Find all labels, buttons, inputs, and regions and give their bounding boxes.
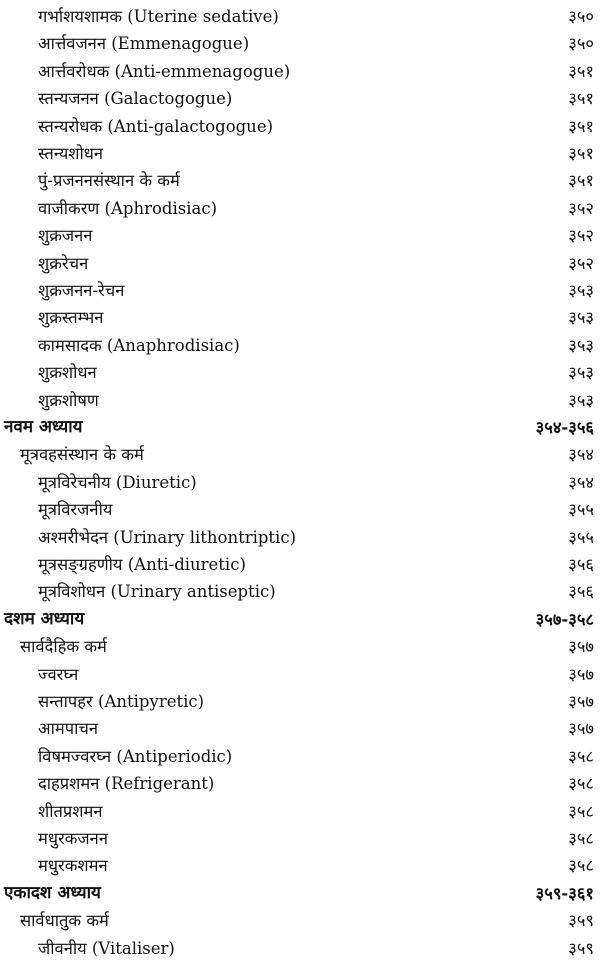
toc-entry-label: शीतप्रशमन <box>38 801 103 821</box>
toc-entry-row <box>0 277 600 304</box>
toc-entry-row <box>0 935 600 962</box>
toc-entry-page-number: ३५८ <box>568 856 594 876</box>
toc-entry-label: सार्वधातुक कर्म <box>20 911 109 931</box>
toc-entry-label: अश्मरीभेदन (Urinary lithontriptic) <box>38 527 297 547</box>
toc-entry-page-number: ३५१ <box>568 61 594 81</box>
toc-entry-page-number: ३५८ <box>568 829 594 848</box>
toc-entry-page-number: ३५६ <box>568 582 594 602</box>
toc-entry-row <box>0 496 600 523</box>
toc-entry-page-number: ३५४ <box>568 445 594 465</box>
toc-entry-page-number: ३५३ <box>568 390 594 410</box>
toc-entry-label: शुक्रशोषण <box>38 390 99 410</box>
toc-entry-label: सन्तापहर (Antipyretic) <box>38 692 205 711</box>
toc-entry-row <box>0 250 600 277</box>
toc-entry-page-number: ३५९ <box>568 938 594 958</box>
toc-entry-row <box>0 195 600 222</box>
toc-entry-page-number: ३५८ <box>568 801 594 821</box>
toc-entry-label: पुं-प्रजननसंस्थान के कर्म <box>38 171 180 191</box>
toc-entry-label: एकादश अध्याय <box>4 882 101 903</box>
toc-entry-label: दशम अध्याय <box>4 608 85 629</box>
toc-entry-page-number: ३५७ <box>568 637 594 657</box>
toc-entry-label: शुक्रजनन <box>38 226 93 246</box>
toc-entry-page-number: ३५३ <box>568 308 594 328</box>
toc-entry-page-number: ३५४-३५६ <box>535 418 594 437</box>
toc-entry-row <box>0 743 600 770</box>
toc-entry-page-number: ३५८ <box>568 774 594 794</box>
toc-entry-label: मूत्रविरेचनीय (Diuretic) <box>38 472 197 492</box>
toc-entry-page-number: ३५१ <box>568 171 594 191</box>
toc-entry-page-number: ३५९ <box>568 911 594 931</box>
toc-entry-label: शुक्रशोधन <box>38 363 97 383</box>
toc-entry-page-number: ३५३ <box>568 335 594 355</box>
toc-entry-row <box>0 551 600 578</box>
toc-entry-label: आमपाचन <box>38 719 99 739</box>
toc-entry-label: नवम अध्याय <box>4 417 83 437</box>
toc-entry-row <box>0 715 600 742</box>
toc-entry-row <box>0 332 600 359</box>
chapter-heading-row <box>0 880 600 907</box>
toc-entry-row <box>0 798 600 825</box>
toc-entry-page-number: ३५७ <box>568 692 594 711</box>
toc-entry-label: शुक्रजनन-रेचन <box>38 281 125 300</box>
toc-entry-label: वाजीकरण (Aphrodisiac) <box>38 198 218 218</box>
toc-entry-row <box>0 524 600 551</box>
toc-entry-label: स्तन्यरोधक (Anti-galactogogue) <box>38 116 274 136</box>
toc-entry-page-number: ३५७ <box>568 664 594 684</box>
toc-entry-row <box>0 441 600 468</box>
toc-entry-row <box>0 661 600 688</box>
chapter-heading-row <box>0 414 600 441</box>
toc-entry-label: शुक्रस्तम्भन <box>38 308 104 328</box>
toc-entry-page-number: ३५१ <box>568 116 594 136</box>
toc-entry-row <box>0 688 600 715</box>
toc-entry-page-number: ३५३ <box>568 363 594 383</box>
toc-entry-page-number: ३५० <box>568 7 594 26</box>
toc-entry-label: जीवनीय (Vitaliser) <box>38 938 175 958</box>
toc-entry-row <box>0 578 600 605</box>
toc-entry-page-number: ३५६ <box>568 555 594 574</box>
toc-entry-label: मूत्रविरजनीय <box>38 500 113 520</box>
toc-entry-label: गर्भाशयशामक (Uterine sedative) <box>38 7 279 26</box>
toc-entry-label: मधुरकशमन <box>38 856 108 876</box>
toc-entry-row <box>0 140 600 167</box>
toc-entry-row <box>0 222 600 249</box>
toc-entry-label: मूत्रवहसंस्थान के कर्म <box>20 445 144 465</box>
toc-entry-row <box>0 633 600 660</box>
toc-entry-label: आर्त्तवजनन (Emmenagogue) <box>38 34 250 54</box>
toc-entry-row <box>0 825 600 852</box>
toc-entry-label: आर्त्तवरोधक (Anti-emmenagogue) <box>38 61 291 81</box>
toc-entry-page-number: ३५५ <box>568 500 594 520</box>
toc-entry-row <box>0 852 600 879</box>
toc-entry-row <box>0 304 600 331</box>
toc-entry-row <box>0 30 600 57</box>
toc-entry-label: शुक्ररेचन <box>38 253 89 273</box>
toc-entry-page-number: ३५२ <box>568 253 594 273</box>
toc-entry-row <box>0 113 600 140</box>
toc-entry-label: सार्वदैहिक कर्म <box>20 637 107 657</box>
toc-entry-row <box>0 3 600 30</box>
toc-entry-row <box>0 167 600 194</box>
toc-entry-row <box>0 85 600 112</box>
toc-entry-label: मूत्रसङ्ग्रहणीय (Anti-diuretic) <box>38 555 246 574</box>
toc-entry-page-number: ३५१ <box>568 89 594 109</box>
chapter-heading-row <box>0 606 600 633</box>
toc-entry-page-number: ३५१ <box>568 144 594 163</box>
toc-entry-page-number: ३५० <box>568 34 594 54</box>
toc-entry-label: विषमज्वरघ्न (Antiperiodic) <box>38 746 233 766</box>
toc-entry-page-number: ३५५ <box>568 527 594 547</box>
toc-entry-label: कामसादक (Anaphrodisiac) <box>38 335 240 355</box>
toc-entry-row <box>0 387 600 414</box>
toc-entry-label: स्तन्यशोधन <box>38 144 104 163</box>
toc-entry-label: स्तन्यजनन (Galactogogue) <box>38 89 233 109</box>
toc-entry-label: ज्वरघ्न <box>38 664 79 684</box>
toc-entry-row <box>0 359 600 386</box>
toc-entry-row <box>0 770 600 797</box>
toc-entry-label: मधुरकजनन <box>38 829 108 848</box>
toc-entry-row <box>0 58 600 85</box>
toc-entry-page-number: ३५९-३६१ <box>535 883 594 903</box>
toc-entry-row <box>0 907 600 934</box>
toc-entry-label: मूत्रविशोधन (Urinary antiseptic) <box>38 582 276 602</box>
toc-entry-page-number: ३५२ <box>568 226 594 246</box>
toc-entry-page-number: ३५८ <box>568 746 594 766</box>
toc-entry-page-number: ३५७ <box>568 719 594 739</box>
toc-entry-page-number: ३५७-३५८ <box>535 609 594 629</box>
toc-entry-page-number: ३५३ <box>568 281 594 300</box>
toc-entry-label: दाहप्रशमन (Refrigerant) <box>38 774 215 794</box>
toc-entry-page-number: ३५४ <box>568 472 594 492</box>
toc-entry-page-number: ३५२ <box>568 198 594 218</box>
toc-entry-row <box>0 469 600 496</box>
